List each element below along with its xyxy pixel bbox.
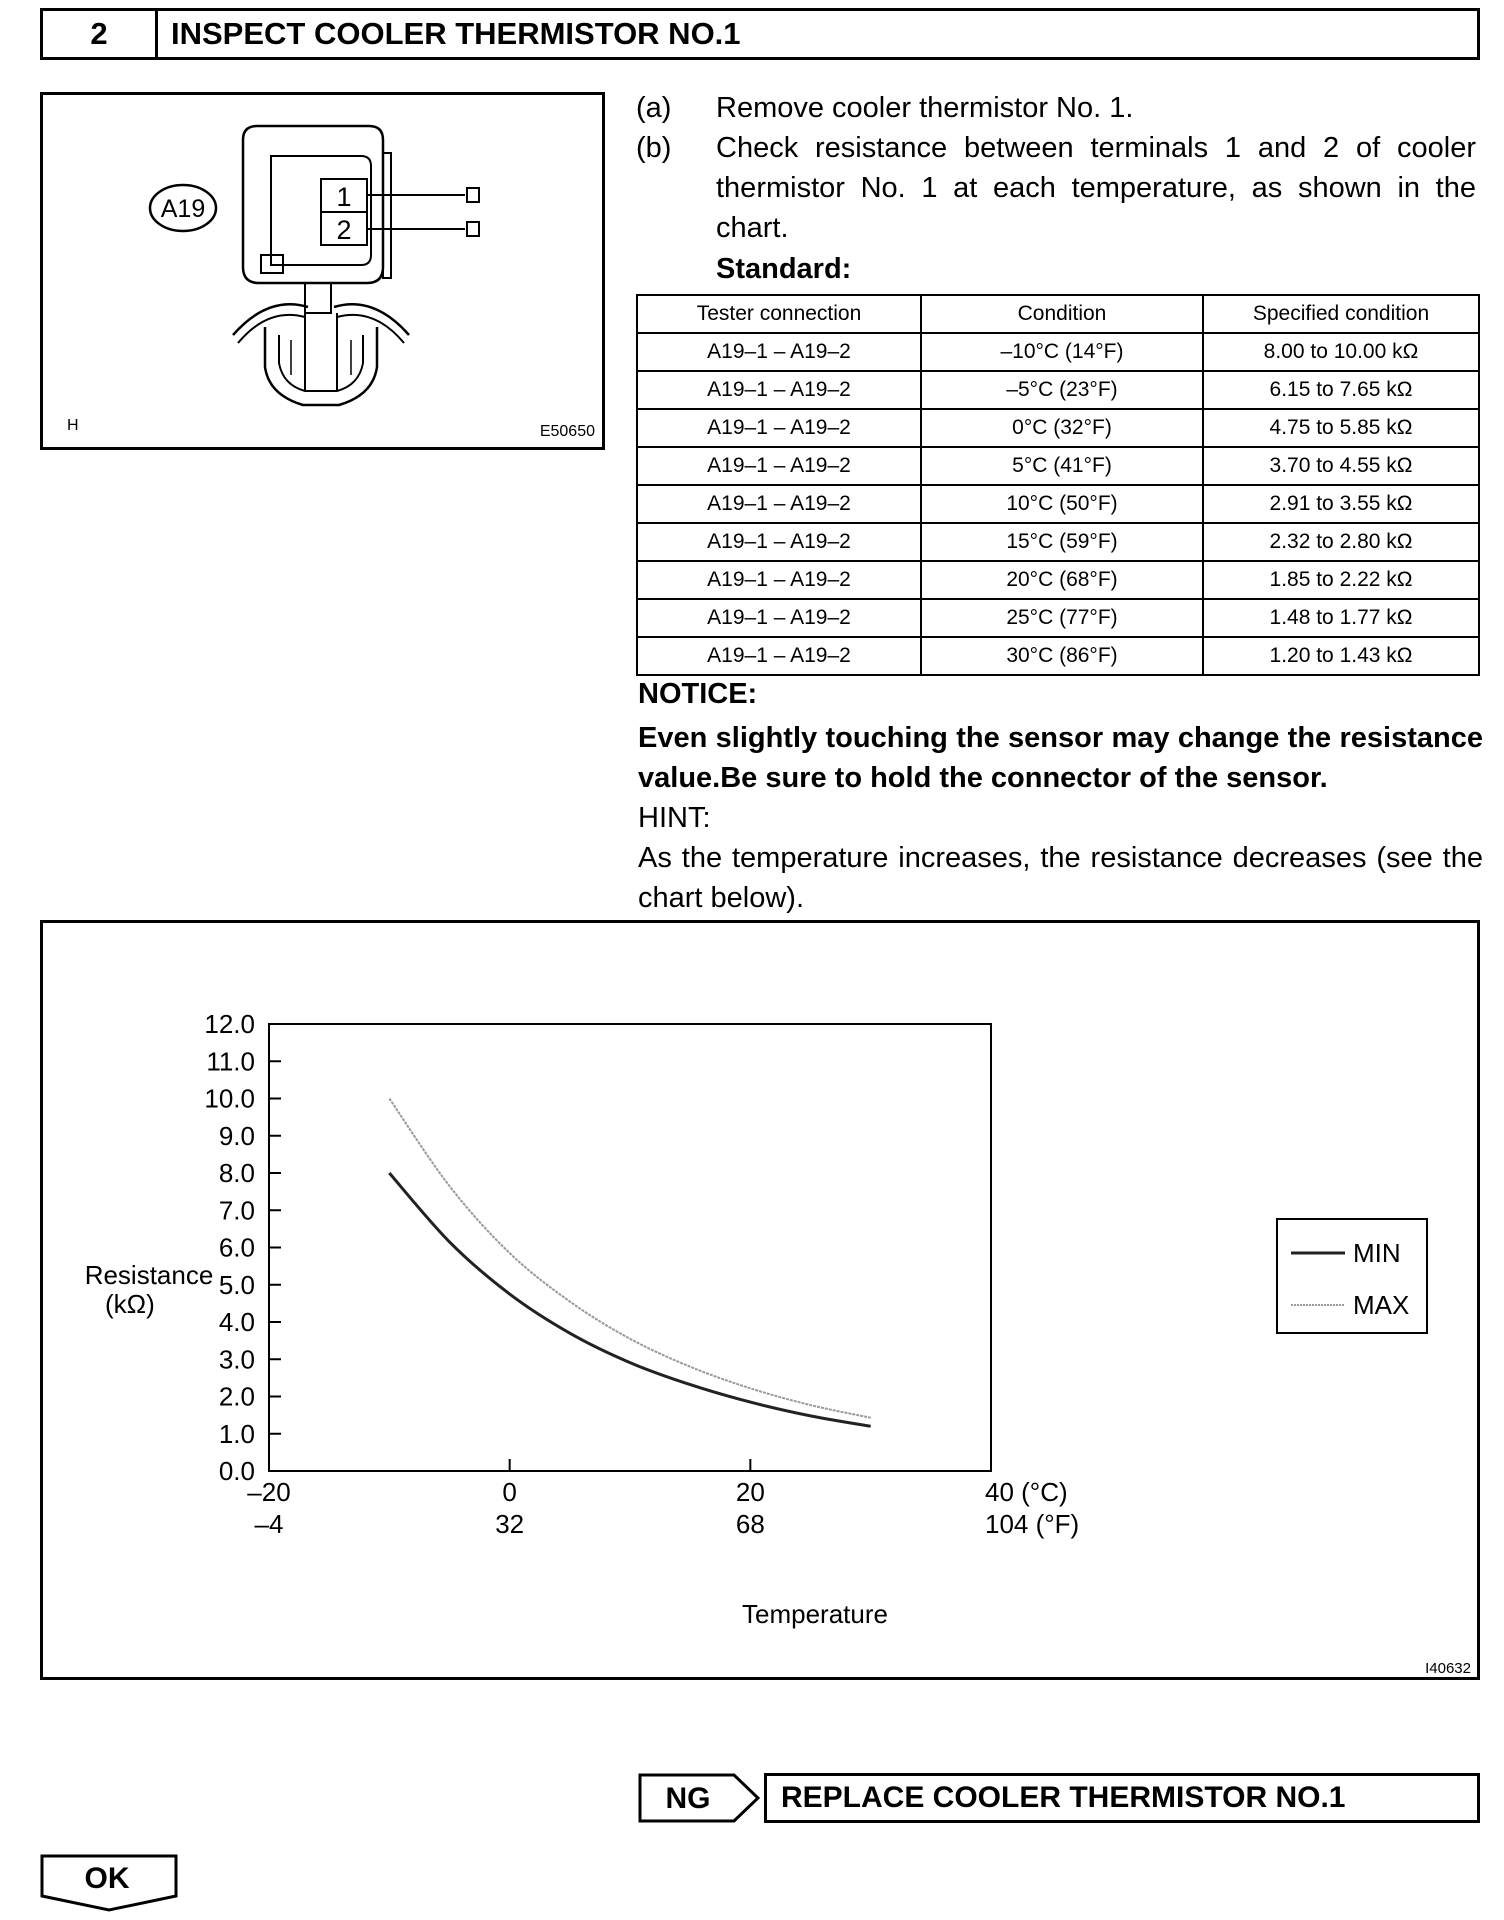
y-tick-label: 1.0 <box>218 1418 255 1449</box>
ok-label: OK <box>84 1862 130 1895</box>
cell-tester-connection: A19–1 – A19–2 <box>637 447 921 485</box>
y-tick-label: 12.0 <box>204 1009 255 1039</box>
x-tick-label-fahrenheit: –4 <box>254 1509 284 1539</box>
hint-title: HINT: <box>638 802 711 834</box>
col-header-condition: Condition <box>921 295 1203 333</box>
cell-tester-connection: A19–1 – A19–2 <box>637 409 921 447</box>
cell-specified-condition: 6.15 to 7.65 kΩ <box>1203 371 1479 409</box>
plot-frame <box>269 1024 991 1471</box>
cell-tester-connection: A19–1 – A19–2 <box>637 561 921 599</box>
cell-tester-connection: A19–1 – A19–2 <box>637 371 921 409</box>
table-row <box>637 523 1479 561</box>
ok-indicator <box>40 1854 178 1912</box>
table-row <box>637 333 1479 371</box>
cell-condition: –10°C (14°F) <box>921 333 1203 371</box>
chart-svg <box>43 923 1477 1677</box>
table-row <box>637 447 1479 485</box>
step-b-text: Check resistance between terminals 1 and 2 of cooler thermistor No. 1 at each temperature, as shown in the chart. <box>716 132 1476 244</box>
y-axis-label-line2: (kΩ) <box>105 1289 155 1319</box>
y-tick-label: 8.0 <box>218 1158 255 1188</box>
cell-specified-condition: 1.85 to 2.22 kΩ <box>1203 561 1479 599</box>
y-tick-label: 6.0 <box>218 1232 255 1263</box>
step-a-text: Remove cooler thermistor No. 1. <box>716 92 1134 124</box>
hint-body: As the temperature increases, the resistance decreases (see the chart below). <box>638 842 1483 914</box>
step-header <box>40 8 1480 60</box>
step-b-label: (b) <box>636 132 672 164</box>
table-row <box>637 561 1479 599</box>
y-axis-label-line1: Resistance <box>84 1260 214 1290</box>
x-tick-label-fahrenheit: 104 (°F) <box>985 1509 1080 1539</box>
y-tick-label: 11.0 <box>206 1046 255 1077</box>
cell-specified-condition: 1.20 to 1.43 kΩ <box>1203 637 1479 675</box>
legend-max-label: MAX <box>1353 1290 1410 1320</box>
table-row <box>637 409 1479 447</box>
cell-condition: 15°C (59°F) <box>921 523 1203 561</box>
series-line-min <box>389 1173 870 1426</box>
ng-result: REPLACE COOLER THERMISTOR NO.1 <box>764 1773 1480 1823</box>
cell-specified-condition: 4.75 to 5.85 kΩ <box>1203 409 1479 447</box>
x-axis-label: Temperature <box>742 1599 888 1629</box>
cell-condition: 5°C (41°F) <box>921 447 1203 485</box>
cell-condition: –5°C (23°F) <box>921 371 1203 409</box>
step-number: 2 <box>43 11 158 57</box>
standard-label: Standard: <box>716 253 852 285</box>
series-line-max <box>389 1099 870 1418</box>
spec-table <box>636 294 1480 676</box>
cell-condition: 30°C (86°F) <box>921 637 1203 675</box>
connector-label: A19 <box>160 195 206 223</box>
x-tick-label-fahrenheit: 32 <box>495 1509 525 1539</box>
pin-1-label: 1 <box>336 182 352 212</box>
cell-tester-connection: A19–1 – A19–2 <box>637 599 921 637</box>
figure-corner-letter: H <box>67 417 79 434</box>
table-row <box>637 371 1479 409</box>
cell-tester-connection: A19–1 – A19–2 <box>637 637 921 675</box>
cell-condition: 0°C (32°F) <box>921 409 1203 447</box>
cell-tester-connection: A19–1 – A19–2 <box>637 485 921 523</box>
figure-id: E50650 <box>539 423 595 440</box>
ng-label: NG <box>665 1782 711 1815</box>
x-tick-label-celsius: 20 <box>735 1477 765 1507</box>
cell-specified-condition: 8.00 to 10.00 kΩ <box>1203 333 1479 371</box>
y-tick-label: 5.0 <box>218 1269 255 1300</box>
cell-condition: 10°C (50°F) <box>921 485 1203 523</box>
y-tick-label: 9.0 <box>218 1120 255 1151</box>
cell-specified-condition: 1.48 to 1.77 kΩ <box>1203 599 1479 637</box>
x-tick-label-fahrenheit: 68 <box>735 1509 765 1539</box>
ng-indicator <box>638 1773 760 1823</box>
x-tick-label-celsius: 0 <box>502 1477 517 1507</box>
clip-body <box>265 327 377 405</box>
y-tick-label: 3.0 <box>218 1344 255 1375</box>
cell-specified-condition: 2.32 to 2.80 kΩ <box>1203 523 1479 561</box>
legend-min-label: MIN <box>1353 1238 1401 1268</box>
cell-condition: 25°C (77°F) <box>921 599 1203 637</box>
col-header-specified: Specified condition <box>1203 295 1479 333</box>
chart-figure-id: I40632 <box>1425 1660 1471 1677</box>
cell-tester-connection: A19–1 – A19–2 <box>637 333 921 371</box>
step-a-label: (a) <box>636 92 672 124</box>
table-row <box>637 637 1479 675</box>
x-tick-label-celsius: 40 (°C) <box>985 1477 1068 1507</box>
y-tick-label: 2.0 <box>218 1381 255 1412</box>
terminal-2-icon <box>467 222 479 236</box>
connector-figure <box>40 92 605 450</box>
cell-specified-condition: 2.91 to 3.55 kΩ <box>1203 485 1479 523</box>
resistance-chart <box>40 920 1480 1680</box>
connector-drawing <box>43 95 602 447</box>
y-tick-label: 7.0 <box>218 1195 255 1226</box>
y-tick-label: 0.0 <box>218 1456 255 1486</box>
step-title: INSPECT COOLER THERMISTOR NO.1 <box>171 16 741 51</box>
connector-body <box>243 126 383 283</box>
cell-condition: 20°C (68°F) <box>921 561 1203 599</box>
step-b <box>636 128 1481 248</box>
y-tick-label: 4.0 <box>218 1307 255 1337</box>
notice-title: NOTICE: <box>638 678 758 710</box>
pin-2-label: 2 <box>336 215 352 245</box>
table-row <box>637 599 1479 637</box>
notice-body: Even slightly touching the sensor may change the resistance value.Be sure to hold the connector of the sensor. <box>638 722 1483 794</box>
y-tick-label: 10.0 <box>204 1083 255 1114</box>
table-row <box>637 485 1479 523</box>
cell-tester-connection: A19–1 – A19–2 <box>637 523 921 561</box>
spec-table-header-row <box>637 295 1479 333</box>
col-header-tester: Tester connection <box>637 295 921 333</box>
terminal-1-icon <box>467 188 479 202</box>
x-tick-label-celsius: –20 <box>247 1477 291 1507</box>
cell-specified-condition: 3.70 to 4.55 kΩ <box>1203 447 1479 485</box>
step-a <box>636 88 1481 128</box>
